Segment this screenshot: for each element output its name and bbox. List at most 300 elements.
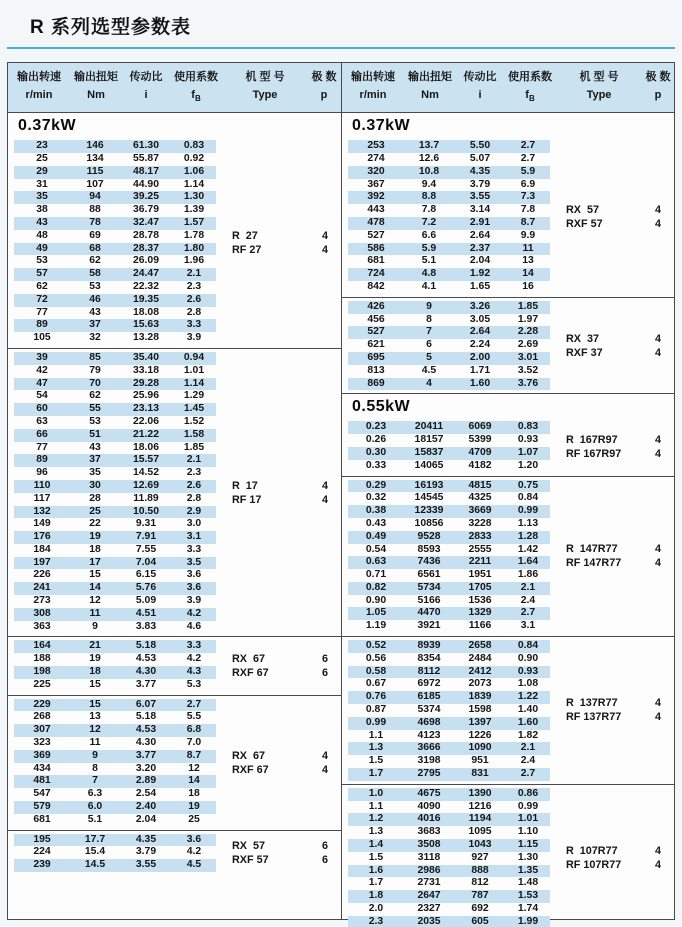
type-column [216, 640, 341, 691]
cell-factor: 1.85 [183, 441, 205, 453]
data-rows [14, 140, 216, 345]
cell-torque: 4470 [417, 607, 441, 619]
cell-factor: 1.40 [517, 704, 539, 716]
cell-speed: 363 [33, 620, 51, 632]
cell-torque: 2327 [417, 903, 441, 915]
type-row [216, 229, 341, 243]
cell-ratio: 1951 [468, 569, 492, 581]
table-row [14, 544, 216, 557]
table-row [14, 442, 216, 455]
cell-torque: 6.3 [87, 788, 103, 800]
model-type-label: RX 57 [232, 839, 266, 852]
cell-factor: 1.06 [183, 165, 205, 177]
header-col-poles: 极 数 [311, 71, 337, 83]
cell-factor: 1.52 [183, 415, 205, 427]
cell-factor: 2.6 [186, 293, 202, 305]
cell-factor: 0.93 [517, 665, 539, 677]
cell-ratio: 3.20 [135, 762, 157, 774]
table-row [14, 788, 216, 801]
cell-ratio: 5.07 [469, 152, 491, 164]
cell-factor: 1.74 [517, 903, 539, 915]
cell-torque: 55 [89, 403, 101, 415]
cell-factor: 3.1 [186, 531, 202, 543]
cell-speed: 481 [33, 775, 51, 787]
pole-count: 4 [654, 859, 661, 872]
cell-torque: 6185 [417, 691, 441, 703]
cell-speed: 307 [33, 724, 51, 736]
cell-torque: 9.4 [421, 178, 437, 190]
cell-ratio: 2211 [468, 556, 492, 568]
pole-count: 4 [321, 749, 328, 762]
cell-speed: 48 [36, 229, 48, 241]
cell-torque: 9 [92, 620, 98, 632]
cell-factor: 2.9 [186, 505, 202, 517]
cell-torque: 8112 [417, 665, 441, 677]
cell-ratio: 4.30 [135, 666, 157, 678]
cell-factor: 5.5 [186, 711, 202, 723]
cell-ratio: 951 [471, 755, 489, 767]
cell-torque: 13.7 [418, 140, 440, 152]
cell-torque: 3508 [417, 839, 441, 851]
cell-torque: 32 [89, 332, 101, 344]
model-type-label: R 17 [232, 479, 258, 492]
cell-ratio: 15.57 [132, 454, 159, 466]
cell-ratio: 3228 [468, 517, 492, 529]
cell-torque: 18157 [414, 434, 444, 446]
cell-factor: 1.20 [517, 459, 539, 471]
cell-ratio: 927 [471, 851, 489, 863]
table-row [14, 390, 216, 403]
table-row [348, 890, 550, 903]
cell-torque: 25 [89, 505, 101, 517]
table-row [348, 704, 550, 717]
cell-ratio: 1.92 [469, 268, 491, 280]
cell-factor: 0.83 [183, 140, 205, 152]
type-row [216, 243, 341, 257]
cell-torque: 22 [89, 518, 101, 530]
cell-torque: 10.8 [418, 165, 440, 177]
cell-speed: 42 [36, 364, 48, 376]
table-row [14, 217, 216, 230]
cell-speed: 0.49 [365, 530, 387, 542]
cell-torque: 11 [89, 607, 101, 619]
cell-factor: 1.97 [517, 313, 539, 325]
cell-speed: 0.58 [365, 665, 387, 677]
cell-ratio: 2.24 [469, 339, 491, 351]
cell-speed: 274 [367, 152, 385, 164]
cell-factor: 11 [522, 242, 534, 254]
table-row [14, 711, 216, 724]
type-column [550, 788, 674, 927]
table-row [348, 204, 550, 217]
cell-speed: 842 [367, 280, 385, 292]
cell-factor: 2.1 [520, 742, 536, 754]
cell-torque: 62 [89, 390, 101, 402]
cell-ratio: 5.76 [135, 582, 157, 594]
model-type-label: RF 107R77 [566, 859, 622, 872]
cell-ratio: 18.08 [132, 306, 159, 318]
cell-ratio: 1226 [468, 729, 492, 741]
cell-speed: 229 [33, 698, 51, 710]
cell-speed: 197 [33, 556, 51, 568]
cell-speed: 60 [36, 403, 48, 415]
cell-factor: 14 [522, 268, 534, 280]
cell-torque: 3921 [417, 620, 441, 632]
cell-speed: 0.63 [365, 556, 387, 568]
cell-factor: 1.48 [517, 877, 539, 889]
cell-torque: 20411 [414, 421, 444, 433]
type-column [216, 140, 341, 345]
cell-ratio: 7.55 [135, 543, 157, 555]
data-rows [348, 140, 550, 294]
cell-torque: 4.1 [421, 280, 437, 292]
cell-ratio: 5.09 [135, 595, 157, 607]
cell-factor: 1.10 [517, 826, 539, 838]
cell-speed: 579 [33, 801, 51, 813]
table-row [348, 166, 550, 179]
type-column [216, 352, 341, 634]
cell-torque: 51 [89, 428, 101, 440]
cell-ratio: 6.15 [135, 569, 157, 581]
cell-torque: 12 [89, 595, 101, 607]
table-row [348, 569, 550, 582]
cell-factor: 0.93 [517, 434, 539, 446]
cell-speed: 1.1 [368, 800, 384, 812]
cell-speed: 149 [33, 518, 51, 530]
cell-torque: 9 [426, 300, 432, 312]
cell-ratio: 29.28 [132, 377, 159, 389]
title-underline [7, 47, 675, 49]
cell-torque: 62 [89, 255, 101, 267]
model-type-label: RXF 57 [566, 217, 603, 230]
cell-factor: 1.14 [183, 377, 205, 389]
data-rows [14, 352, 216, 634]
header-unit-row [342, 86, 674, 108]
cell-ratio: 2484 [468, 652, 492, 664]
cell-factor: 1.99 [517, 915, 539, 927]
cell-torque: 2986 [417, 864, 441, 876]
header-col-speed: 输出转速 [17, 71, 61, 83]
cell-factor: 2.7 [520, 768, 536, 780]
cell-torque: 79 [89, 364, 101, 376]
cell-speed: 1.7 [368, 877, 384, 889]
table-row [14, 191, 216, 204]
table-row [348, 365, 550, 378]
pole-count: 4 [654, 217, 661, 230]
table-row [348, 544, 550, 557]
cell-factor: 3.6 [186, 582, 202, 594]
cell-torque: 70 [89, 377, 101, 389]
cell-factor: 0.90 [517, 652, 539, 664]
table-row [14, 763, 216, 776]
cell-torque: 4.8 [421, 268, 437, 280]
header-col-type: 机 型 号 [579, 71, 619, 83]
table-row [348, 640, 550, 653]
table-row [14, 699, 216, 712]
cell-factor: 14 [188, 775, 200, 787]
table-row [14, 319, 216, 332]
table-row [14, 281, 216, 294]
cell-torque: 7.8 [421, 204, 437, 216]
cell-ratio: 1166 [468, 620, 492, 632]
cell-torque: 107 [86, 178, 104, 190]
header-label-row [8, 68, 341, 86]
cell-torque: 8.8 [421, 191, 437, 203]
cell-factor: 3.01 [517, 351, 539, 363]
model-type-label: R 27 [232, 229, 258, 242]
table-row [348, 352, 550, 365]
cell-factor: 1.15 [517, 839, 539, 851]
model-type-label: RXF 67 [232, 763, 269, 776]
header-unit-ratio: i [144, 89, 148, 101]
type-row [216, 763, 341, 777]
cell-factor: 2.28 [517, 326, 539, 338]
table-row [348, 492, 550, 505]
cell-ratio: 14.52 [132, 467, 159, 479]
cell-factor: 1.35 [517, 864, 539, 876]
cell-factor: 1.07 [517, 446, 539, 458]
cell-ratio: 831 [471, 768, 489, 780]
cell-factor: 4.2 [186, 607, 202, 619]
parameter-block [8, 636, 341, 694]
cell-speed: 1.3 [368, 826, 384, 838]
cell-torque: 58 [89, 268, 101, 280]
cell-ratio: 32.47 [132, 216, 159, 228]
model-type-label: RX 37 [566, 332, 600, 345]
data-rows [348, 421, 550, 472]
cell-torque: 3118 [417, 851, 441, 863]
type-row [550, 433, 674, 447]
parameter-block [8, 830, 341, 875]
cell-speed: 0.87 [365, 704, 387, 716]
cell-torque: 5 [426, 351, 432, 363]
cell-factor: 2.4 [520, 594, 536, 606]
table-row [14, 640, 216, 653]
cell-speed: 478 [367, 216, 385, 228]
table-row [14, 493, 216, 506]
table-row [348, 742, 550, 755]
cell-factor: 1.85 [517, 300, 539, 312]
table-row [14, 480, 216, 493]
cell-ratio: 1.71 [469, 364, 491, 376]
table-row [348, 153, 550, 166]
cell-factor: 1.13 [517, 517, 539, 529]
cell-ratio: 1705 [468, 581, 492, 593]
cell-factor: 1.60 [517, 716, 539, 728]
cell-factor: 1.42 [517, 543, 539, 555]
table-row [14, 859, 216, 872]
cell-ratio: 39.25 [132, 191, 159, 203]
cell-ratio: 4.51 [135, 607, 157, 619]
header-unit-type: Type [252, 89, 278, 101]
cell-factor: 1.01 [183, 364, 205, 376]
cell-ratio: 4182 [468, 459, 492, 471]
cell-ratio: 19.35 [132, 293, 159, 305]
cell-speed: 25 [36, 152, 48, 164]
cell-speed: 547 [33, 788, 51, 800]
type-row [550, 346, 674, 360]
cell-ratio: 2658 [468, 640, 492, 652]
cell-factor: 0.94 [183, 351, 205, 363]
table-row [14, 666, 216, 679]
cell-factor: 19 [188, 801, 200, 813]
cell-torque: 9528 [417, 530, 441, 542]
cell-ratio: 5.18 [135, 640, 157, 652]
cell-torque: 43 [89, 441, 101, 453]
cell-ratio: 3.79 [469, 178, 491, 190]
cell-torque: 18 [89, 543, 101, 555]
cell-torque: 12 [89, 724, 101, 736]
cell-factor: 16 [522, 280, 534, 292]
cell-torque: 14 [89, 582, 101, 594]
cell-ratio: 1043 [468, 839, 492, 851]
cell-speed: 54 [36, 390, 48, 402]
cell-factor: 2.3 [186, 280, 202, 292]
pole-count: 6 [321, 667, 328, 680]
cell-ratio: 2833 [468, 530, 492, 542]
cell-ratio: 48.17 [132, 165, 159, 177]
cell-torque: 30 [89, 479, 101, 491]
table-row [348, 281, 550, 294]
table-row [348, 678, 550, 691]
cell-factor: 1.29 [183, 390, 205, 402]
cell-speed: 724 [367, 268, 385, 280]
cell-factor: 1.14 [183, 178, 205, 190]
cell-factor: 0.99 [517, 505, 539, 517]
cell-ratio: 22.32 [132, 280, 159, 292]
cell-factor: 2.69 [517, 339, 539, 351]
table-row [348, 607, 550, 620]
cell-torque: 5.1 [87, 813, 103, 825]
cell-factor: 0.86 [517, 787, 539, 799]
cell-torque: 13 [89, 711, 101, 723]
table-row [14, 429, 216, 442]
cell-factor: 1.64 [517, 556, 539, 568]
cell-torque: 146 [86, 140, 104, 152]
type-column [550, 301, 674, 391]
cell-ratio: 4815 [468, 479, 492, 491]
type-row [550, 217, 674, 231]
cell-factor: 5.3 [186, 678, 202, 690]
cell-ratio: 4.53 [135, 653, 157, 665]
table-row [348, 531, 550, 544]
cell-speed: 184 [33, 543, 51, 555]
table-row [348, 480, 550, 493]
table-row [348, 877, 550, 890]
cell-torque: 5.1 [421, 255, 437, 267]
model-type-label: R 147R77 [566, 543, 618, 556]
cell-speed: 105 [33, 332, 51, 344]
table-row [348, 691, 550, 704]
cell-ratio: 25.96 [132, 390, 159, 402]
data-rows [14, 699, 216, 827]
cell-speed: 0.23 [365, 421, 387, 433]
cell-ratio: 4.53 [135, 724, 157, 736]
cell-speed: 1.5 [368, 755, 384, 767]
data-rows [348, 640, 550, 781]
cell-ratio: 1216 [468, 800, 492, 812]
table-row [14, 518, 216, 531]
cell-factor: 1.39 [183, 204, 205, 216]
cell-speed: 164 [33, 640, 51, 652]
pole-count: 4 [654, 697, 661, 710]
table-row [348, 243, 550, 256]
cell-factor: 4.5 [186, 859, 202, 871]
cell-torque: 4016 [417, 813, 441, 825]
table-row [348, 314, 550, 327]
table-row [348, 666, 550, 679]
cell-torque: 15837 [414, 446, 444, 458]
table-row [14, 467, 216, 480]
type-row [550, 332, 674, 346]
cell-torque: 85 [89, 351, 101, 363]
cell-ratio: 1.65 [469, 280, 491, 292]
data-rows [348, 788, 550, 927]
cell-factor: 3.9 [186, 595, 202, 607]
model-type-label: RXF 57 [232, 853, 269, 866]
cell-speed: 89 [36, 319, 48, 331]
table-row [14, 724, 216, 737]
cell-torque: 8939 [417, 640, 441, 652]
cell-torque: 53 [89, 280, 101, 292]
cell-speed: 434 [33, 762, 51, 774]
cell-factor: 8.7 [520, 216, 536, 228]
cell-ratio: 4.30 [135, 737, 157, 749]
cell-speed: 369 [33, 749, 51, 761]
cell-ratio: 2073 [468, 678, 492, 690]
cell-ratio: 4325 [468, 492, 492, 504]
cell-speed: 813 [367, 364, 385, 376]
table-header [342, 63, 674, 113]
table-header [8, 63, 341, 113]
cell-speed: 62 [36, 280, 48, 292]
cell-speed: 0.30 [365, 446, 387, 458]
model-type-label: R 137R77 [566, 697, 618, 710]
header-col-ratio: 传动比 [129, 71, 163, 83]
type-row [550, 203, 674, 217]
cell-ratio: 1.60 [469, 377, 491, 389]
cell-torque: 11 [89, 737, 101, 749]
cell-ratio: 1095 [468, 826, 492, 838]
cell-speed: 1.7 [368, 768, 384, 780]
cell-ratio: 18.06 [132, 441, 159, 453]
table-right-half [341, 63, 674, 927]
cell-speed: 273 [33, 595, 51, 607]
cell-ratio: 812 [471, 877, 489, 889]
model-type-label: RF 27 [232, 243, 262, 256]
cell-speed: 1.2 [368, 813, 384, 825]
cell-speed: 0.52 [365, 640, 387, 652]
type-row [550, 858, 674, 872]
cell-ratio: 1536 [468, 594, 492, 606]
table-row [14, 557, 216, 570]
cell-factor: 3.3 [186, 319, 202, 331]
cell-factor: 2.6 [186, 479, 202, 491]
table-left-half [8, 63, 341, 919]
table-row [348, 255, 550, 268]
cell-torque: 15.4 [84, 846, 106, 858]
table-row [14, 506, 216, 519]
pole-count: 4 [321, 763, 328, 776]
parameter-block [8, 695, 341, 830]
table-row [14, 166, 216, 179]
table-row [14, 378, 216, 391]
cell-ratio: 11.89 [133, 492, 159, 504]
type-row [216, 839, 341, 853]
cell-factor: 7.8 [520, 204, 536, 216]
cell-ratio: 26.09 [132, 255, 159, 267]
cell-ratio: 28.78 [132, 229, 159, 241]
